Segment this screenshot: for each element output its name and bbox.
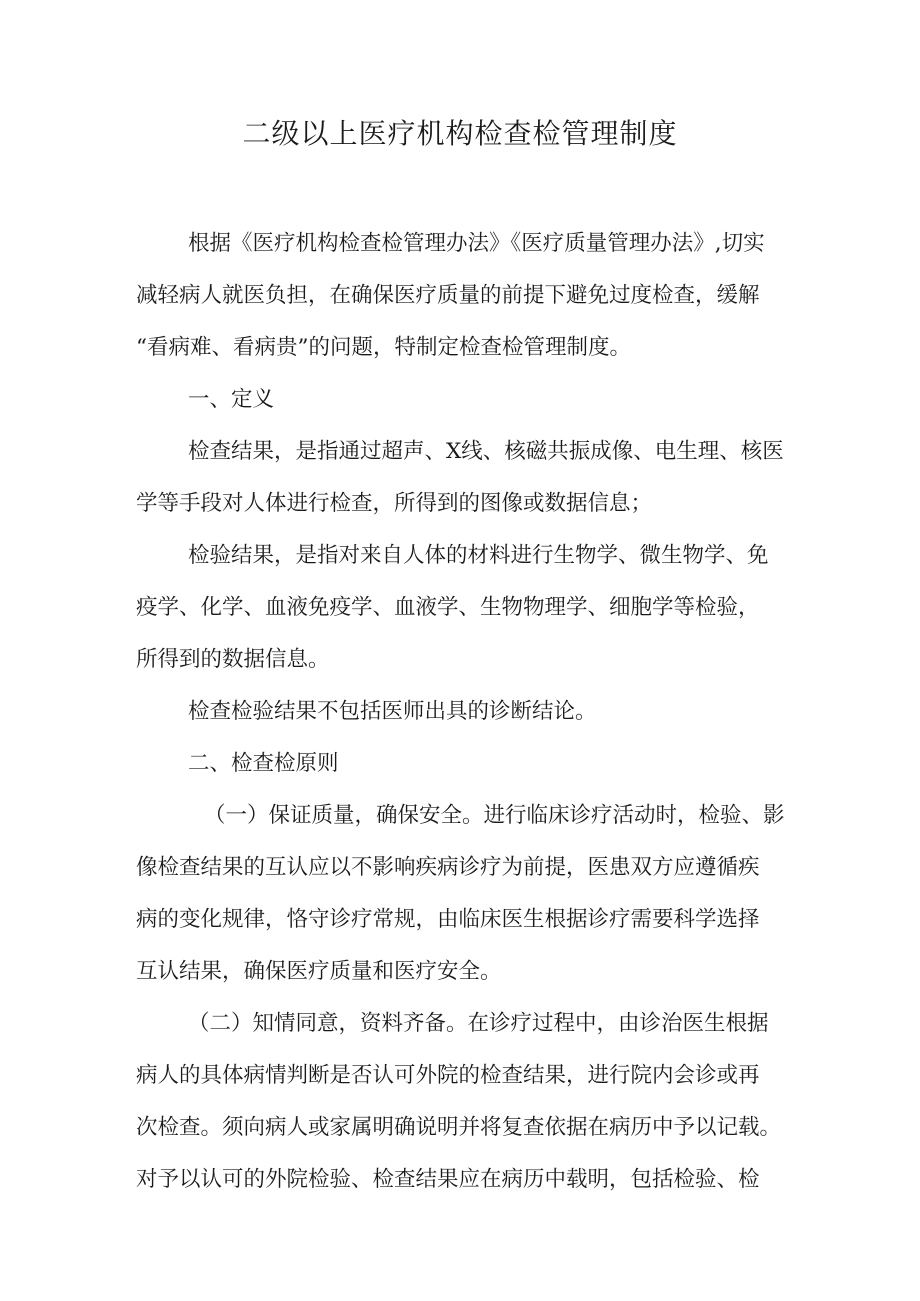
paragraph-line: 病的变化规律，恪守诊疗常规，由临床医生根据诊疗需要科学选择 xyxy=(136,907,760,932)
section-heading: 二、检查检原则 xyxy=(188,751,339,776)
paragraph-line: 根据《医疗机构检查检管理办法》《医疗质量管理办法》,切实 xyxy=(188,231,765,256)
paragraph-line: 学等手段对人体进行检查，所得到的图像或数据信息； xyxy=(136,491,653,516)
document-title: 二级以上医疗机构检查检管理制度 xyxy=(242,117,678,150)
paragraph-line: 所得到的数据信息。 xyxy=(136,647,330,672)
paragraph-line: 互认结果，确保医疗质量和医疗安全。 xyxy=(136,959,502,984)
paragraph-line: 病人的具体病情判断是否认可外院的检查结果，进行院内会诊或再 xyxy=(136,1063,760,1088)
paragraph-line: 检查结果，是指通过超声、X线、核磁共振成像、电生理、核医 xyxy=(188,439,784,464)
paragraph-line: 像检查结果的互认应以不影响疾病诊疗为前提，医患双方应遵循疾 xyxy=(136,855,760,880)
paragraph-line: 减轻病人就医负担，在确保医疗质量的前提下避免过度检查，缓解 xyxy=(136,283,760,308)
paragraph-line: 对予以认可的外院检验、检查结果应在病历中载明，包括检验、检 xyxy=(136,1167,760,1192)
paragraph-line: （一）保证质量，确保安全。进行临床诊疗活动时，检验、影 xyxy=(204,803,785,828)
paragraph-line: 检查检验结果不包括医师出具的诊断结论。 xyxy=(188,699,597,724)
paragraph-line: “看病难、看病贵”的问题，特制定检查检管理制度。 xyxy=(136,335,631,360)
document-body xyxy=(136,218,820,1206)
section-heading: 一、定义 xyxy=(188,387,275,412)
paragraph-line: 疫学、化学、血液免疫学、血液学、生物物理学、细胞学等检验， xyxy=(136,595,760,620)
paragraph-line: 检验结果，是指对来自人体的材料进行生物学、微生物学、免 xyxy=(188,543,769,568)
paragraph-line: （二）知情同意，资料齐备。在诊疗过程中，由诊治医生根据 xyxy=(188,1011,769,1036)
paragraph-line: 次检查。须向病人或家属明确说明并将复查依据在病历中予以记载。 xyxy=(136,1115,782,1140)
